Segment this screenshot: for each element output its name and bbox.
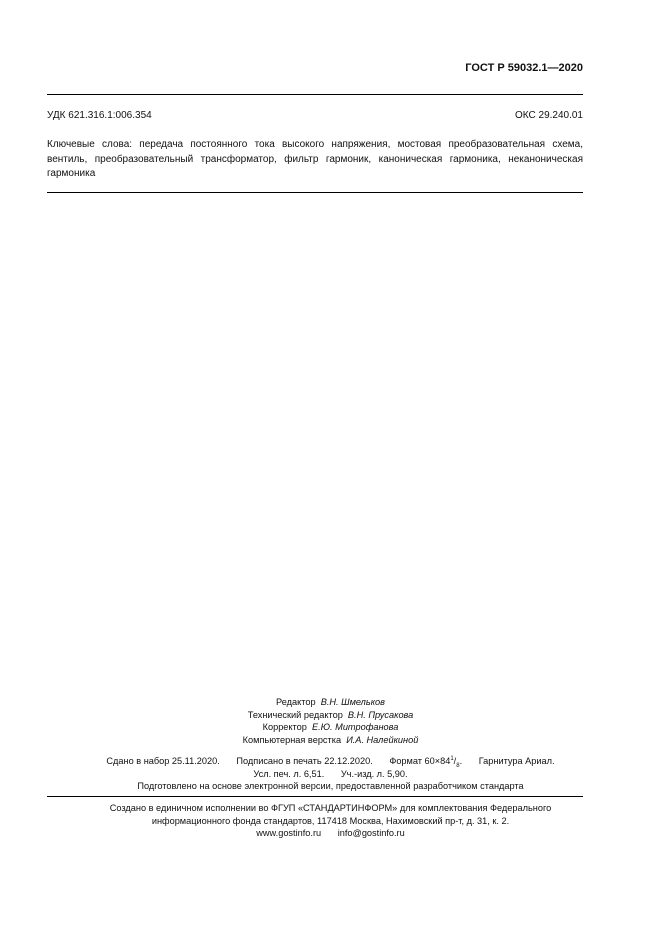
editor-label: Редактор bbox=[276, 697, 316, 707]
top-divider bbox=[47, 94, 583, 95]
staff-credits bbox=[0, 696, 661, 746]
tech-editor-name: В.Н. Прусакова bbox=[347, 709, 414, 720]
print-info bbox=[0, 755, 661, 793]
oks-code: ОКС 29.240.01 bbox=[515, 110, 583, 121]
publisher-contacts bbox=[0, 827, 661, 840]
tech-editor-line bbox=[0, 709, 661, 722]
typeface: Гарнитура Ариал. bbox=[478, 756, 555, 766]
keywords-paragraph: Ключевые слова: передача постоянного тока высокого напряжения, мостовая преобразовательная схема, вентиль, преобразовательный трансформатор, фильтр гармоник, каноническая гармоника, неканоническая гармоника bbox=[47, 139, 583, 179]
publisher-divider bbox=[47, 796, 583, 797]
udk-code: УДК 621.316.1:006.354 bbox=[47, 110, 152, 121]
keywords-divider bbox=[47, 192, 583, 193]
email-link[interactable]: info@gostinfo.ru bbox=[337, 828, 405, 838]
website-link[interactable]: www.gostinfo.ru bbox=[256, 828, 322, 838]
publisher-info bbox=[0, 802, 661, 840]
signed-date: Подписано в печать 22.12.2020. bbox=[236, 756, 373, 766]
corrector-label: Корректор bbox=[262, 722, 307, 732]
corrector-line bbox=[0, 721, 661, 734]
uch-izd: Уч.-изд. л. 5,90. bbox=[340, 768, 408, 779]
layout-line bbox=[0, 734, 661, 747]
prepared-note: Подготовлено на основе электронной версии, предоставленной разработчиком стандарта bbox=[137, 781, 524, 791]
layout-label: Компьютерная верстка bbox=[242, 734, 342, 745]
tech-editor-label: Технический редактор bbox=[247, 709, 343, 720]
editor-line bbox=[0, 696, 661, 709]
corrector-name: Е.Ю. Митрофанова bbox=[311, 722, 399, 732]
usl-pech: Усл. печ. л. 6,51. bbox=[253, 768, 325, 779]
paper-format: Формат $60\times 84^1/_8$. bbox=[389, 755, 463, 769]
print-info-line-1 bbox=[0, 755, 661, 768]
publisher-line-1: Создано в единичном исполнении во ФГУП «СТАНДАРТИНФОРМ» для комплектования Федерального bbox=[109, 803, 552, 813]
publisher-line-2: информационного фонда стандартов, 117418 Москва, Нахимовский пр-т, д. 31, к. 2. bbox=[151, 815, 510, 826]
standard-code: ГОСТ Р 59032.1—2020 bbox=[465, 62, 583, 74]
submitted-date: Сдано в набор 25.11.2020. bbox=[106, 756, 220, 766]
print-info-line-2 bbox=[0, 768, 661, 781]
layout-name: И.А. Налейкиной bbox=[346, 734, 419, 745]
editor-name: В.Н. Шмельков bbox=[320, 697, 385, 707]
